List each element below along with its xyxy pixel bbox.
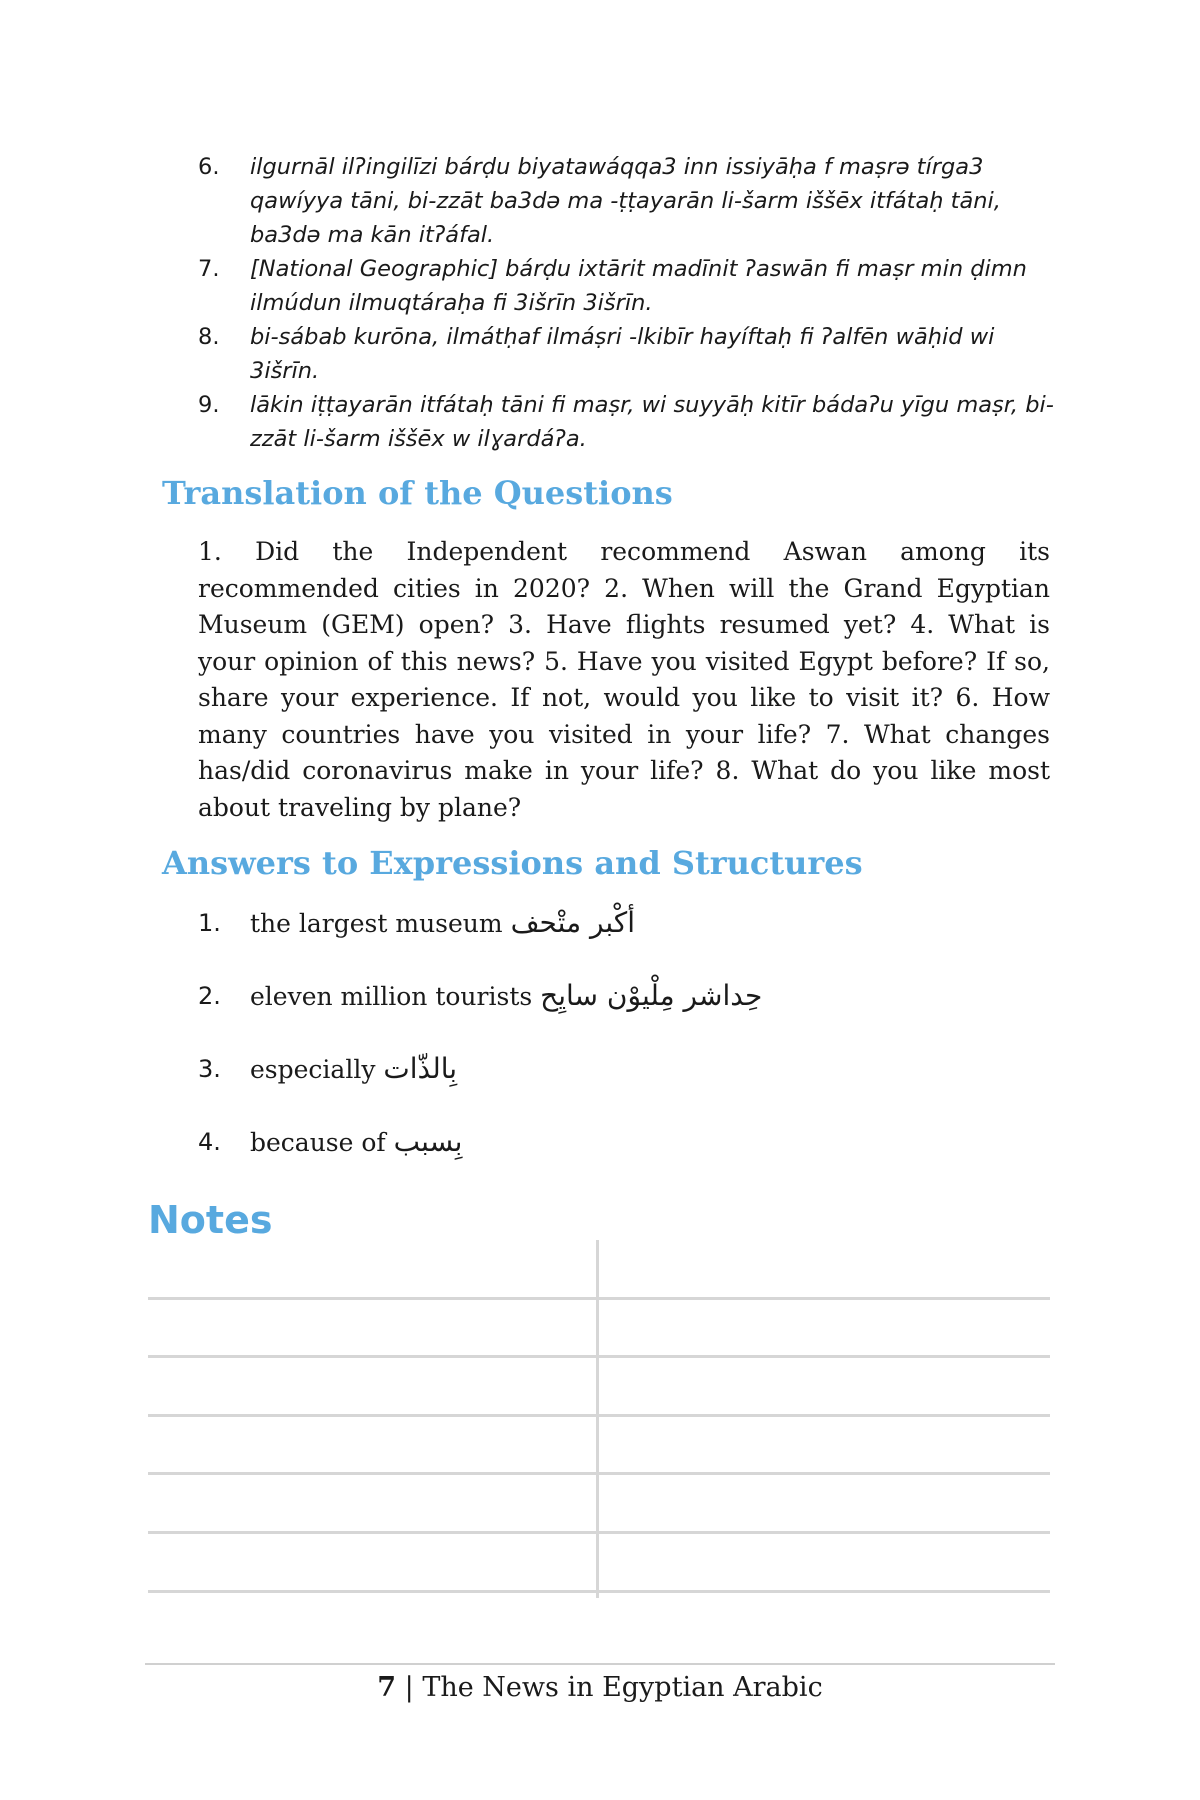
notes-column-divider bbox=[596, 1240, 599, 1598]
answer-item bbox=[198, 905, 1058, 978]
notes-row-line bbox=[148, 1590, 1050, 1593]
book-title: The News in Egyptian Arabic bbox=[422, 1672, 823, 1703]
notes-row-line bbox=[148, 1297, 1050, 1300]
answer-arabic: أكْبر متْحف bbox=[510, 906, 635, 939]
transliteration-list bbox=[198, 150, 1058, 456]
footer-separator: | bbox=[396, 1672, 423, 1703]
list-item bbox=[198, 150, 1058, 252]
list-item bbox=[198, 388, 1058, 456]
item-text: bi-sábab kurōna, ilmátḥaf ilmáṣri -lkibīr hayíftaḥ fi ʔalfēn wāḥid wi 3išrīn. bbox=[250, 324, 995, 384]
notes-row-line bbox=[148, 1531, 1050, 1534]
answer-item bbox=[198, 978, 1058, 1051]
list-item bbox=[198, 252, 1058, 320]
answers-heading: Answers to Expressions and Structures bbox=[162, 844, 863, 882]
item-number: 7. bbox=[198, 256, 220, 282]
page-number: 7 bbox=[377, 1672, 397, 1703]
answer-item bbox=[198, 1124, 1058, 1197]
answer-arabic: حِداشر مِلْيوْن سايِح bbox=[540, 979, 763, 1012]
answer-arabic: بِسبب bbox=[393, 1125, 463, 1158]
notes-table[interactable] bbox=[148, 1240, 1050, 1598]
notes-row-line bbox=[148, 1472, 1050, 1475]
item-text: [National Geographic] bárḍu ixtārit madīnit ʔaswān fi maṣr min ḍimn ilmúdun ilmuqtáraḥa fi 3išrīn 3išrīn. bbox=[250, 256, 1027, 316]
answer-english: especially bbox=[250, 1055, 376, 1084]
translation-paragraph: 1. Did the Independent recommend Aswan among its recommended cities in 2020? 2. When will the Grand Egyptian Museum (GEM) open? 3. Have flights resumed yet? 4. What is your opinion of this news? 5. Have you visited Egypt before? If so, share your experience. If not, would you like to visit it? 6. How many countries have you visited in your life? 7. What changes has/did coronavirus make in your life? 8. What do you like most about traveling by plane? bbox=[198, 537, 1050, 822]
footer-divider bbox=[145, 1663, 1055, 1665]
answers-list bbox=[198, 905, 1058, 1197]
notes-row-line bbox=[148, 1414, 1050, 1417]
item-text: ilgurnāl ilʔingilīzi bárḍu biyatawáqqa3 inn issiyāḥa f maṣrə tírga3 qawíyya tāni, bi-zzāt ba3də ma -ṭṭayarān li-šarm iššēx itfátaḥ tāni, ba3də ma kān itʔáfal. bbox=[250, 154, 1001, 248]
answer-english: the largest museum bbox=[250, 909, 503, 938]
page-footer bbox=[0, 1670, 1200, 1706]
item-text: lākin iṭṭayarān itfátaḥ tāni fi maṣr, wi suyyāḥ kitīr bádaʔu yīgu maṣr, bi-zzāt li-šarm iššēx w ilɣardáʔa. bbox=[250, 392, 1054, 452]
answer-arabic: بِالذّات bbox=[383, 1052, 458, 1085]
item-number: 9. bbox=[198, 392, 220, 418]
answer-number: 4. bbox=[198, 1128, 221, 1156]
answer-english: because of bbox=[250, 1128, 386, 1157]
notes-heading: Notes bbox=[148, 1198, 273, 1242]
answer-item bbox=[198, 1051, 1058, 1124]
answer-number: 1. bbox=[198, 909, 221, 937]
item-number: 8. bbox=[198, 324, 220, 350]
translation-heading: Translation of the Questions bbox=[162, 474, 673, 512]
notes-row-line bbox=[148, 1355, 1050, 1358]
list-item bbox=[198, 320, 1058, 388]
item-number: 6. bbox=[198, 154, 220, 180]
answer-english: eleven million tourists bbox=[250, 982, 533, 1011]
answer-number: 3. bbox=[198, 1055, 221, 1083]
answer-number: 2. bbox=[198, 982, 221, 1010]
